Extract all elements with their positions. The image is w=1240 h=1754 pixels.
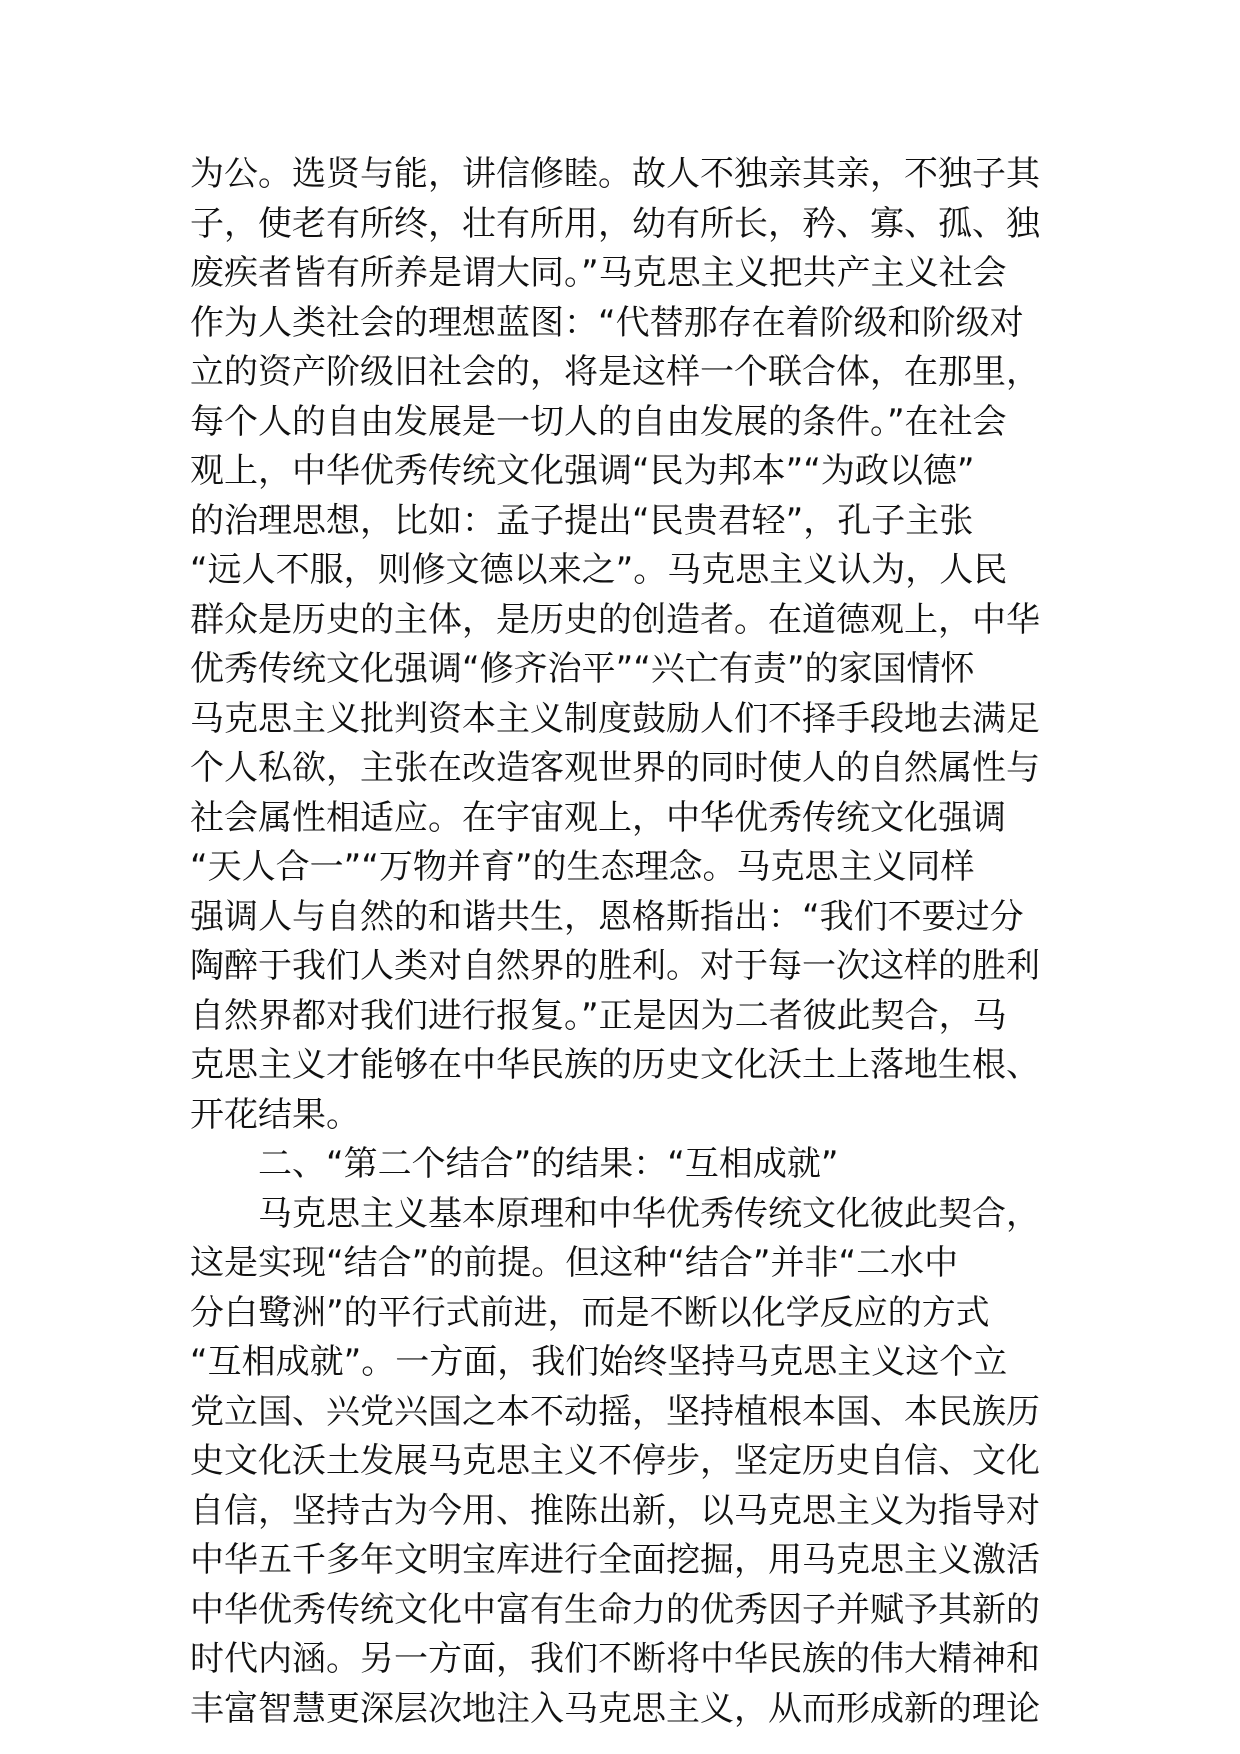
text-line: 的治理思想，比如：孟子提出“民贵君轻”，孔子主张 bbox=[190, 500, 974, 541]
text-line: “天人合一”“万物并育”的生态理念。马克思主义同样 bbox=[190, 847, 975, 887]
paragraph-first-line: 马克思主义基本原理和中华优秀传统文化彼此契合， bbox=[258, 1193, 1040, 1234]
text-line: 为公。选贤与能，讲信修睦。故人不独亲其亲，不独子其 bbox=[190, 154, 1040, 194]
text-line: 分白鹭洲”的平行式前进，而是不断以化学反应的方式 bbox=[190, 1292, 990, 1333]
text-line: 陶醉于我们人类对自然界的胜利。对于每一次这样的胜利 bbox=[190, 946, 1040, 986]
text-line: 废疾者皆有所养是谓大同。”马克思主义把共产主义社会 bbox=[190, 253, 1007, 293]
text-line: 史文化沃土发展马克思主义不停步，坚定历史自信、文化 bbox=[190, 1441, 1040, 1481]
text-line: 子，使老有所终，壮有所用，幼有所长，矜、寡、孤、独 bbox=[190, 203, 1040, 244]
text-line: 每个人的自由发展是一切人的自由发展的条件。”在社会 bbox=[190, 401, 1007, 442]
text-line: 作为人类社会的理想蓝图：“代替那存在着阶级和阶级对 bbox=[190, 302, 1024, 343]
text-line: 开花结果。 bbox=[190, 1094, 360, 1135]
text-line: 中华五千多年文明宝库进行全面挖掘，用马克思主义激活 bbox=[190, 1540, 1040, 1580]
text-line: 时代内涵。另一方面，我们不断将中华民族的伟大精神和 bbox=[190, 1639, 1040, 1679]
text-line: 强调人与自然的和谐共生，恩格斯指出：“我们不要过分 bbox=[190, 896, 1024, 937]
text-line: 党立国、兴党兴国之本不动摇，坚持植根本国、本民族历 bbox=[190, 1391, 1040, 1432]
text-line: 马克思主义批判资本主义制度鼓励人们不择手段地去满足 bbox=[190, 698, 1040, 739]
text-line: 克思主义才能够在中华民族的历史文化沃土上落地生根、 bbox=[190, 1045, 1040, 1085]
text-line: 优秀传统文化强调“修齐治平”“兴亡有责”的家国情怀 bbox=[190, 649, 975, 689]
text-line: “远人不服，则修文德以来之”。马克思主义认为，人民 bbox=[190, 550, 1008, 590]
text-line: 立的资产阶级旧社会的，将是这样一个联合体，在那里， bbox=[190, 352, 1040, 392]
text-line: 自然界都对我们进行报复。”正是因为二者彼此契合，马 bbox=[190, 995, 1007, 1036]
text-line: 群众是历史的主体，是历史的创造者。在道德观上，中华 bbox=[190, 599, 1040, 640]
section-heading: 二、“第二个结合”的结果：“互相成就” bbox=[258, 1144, 839, 1184]
text-line: 自信，坚持古为今用、推陈出新，以马克思主义为指导对 bbox=[190, 1490, 1040, 1531]
text-line: 社会属性相适应。在宇宙观上，中华优秀传统文化强调 bbox=[190, 797, 1006, 838]
text-line: 个人私欲，主张在改造客观世界的同时使人的自然属性与 bbox=[190, 748, 1040, 788]
text-line: 丰富智慧更深层次地注入马克思主义，从而形成新的理论 bbox=[190, 1688, 1040, 1729]
text-line: “互相成就”。一方面，我们始终坚持马克思主义这个立 bbox=[190, 1342, 1008, 1382]
body-text bbox=[190, 150, 1050, 1734]
text-line: 这是实现“结合”的前提。但这种“结合”并非“二水中 bbox=[190, 1243, 959, 1283]
text-line: 观上，中华优秀传统文化强调“民为邦本”“为政以德” bbox=[190, 451, 975, 491]
text-line: 中华优秀传统文化中富有生命力的优秀因子并赋予其新的 bbox=[190, 1589, 1040, 1630]
